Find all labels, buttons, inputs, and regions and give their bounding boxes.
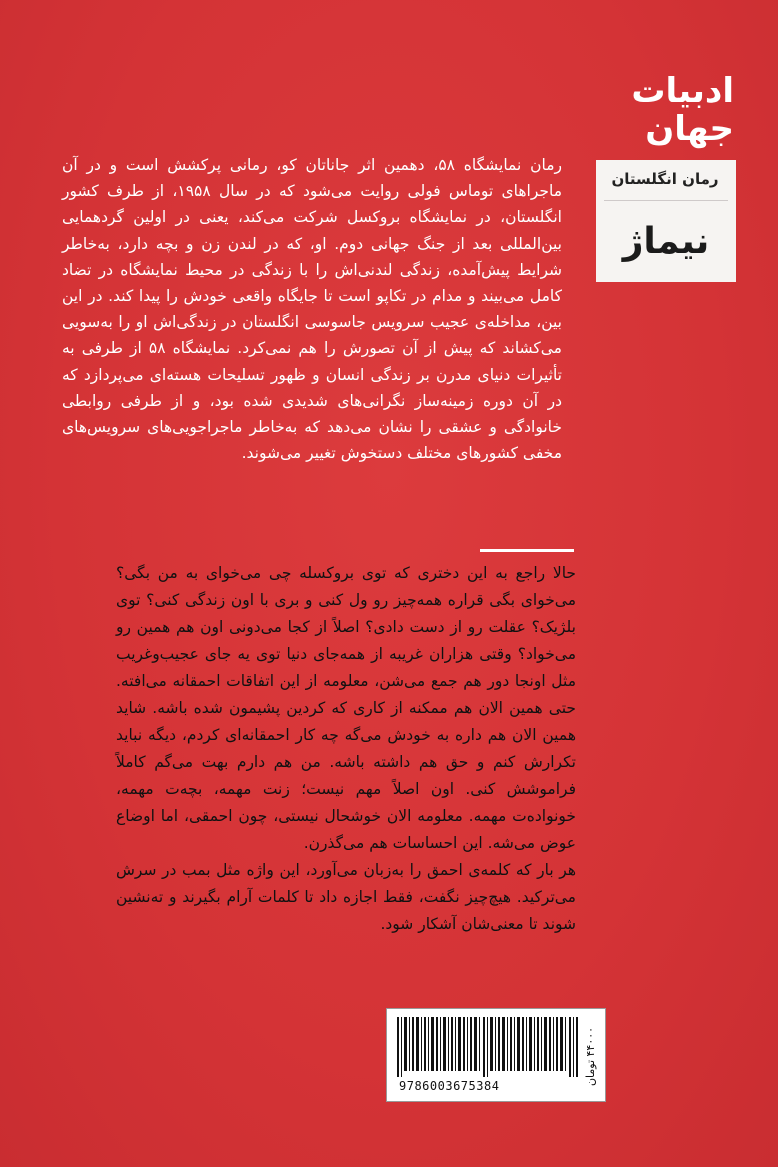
excerpt-paragraph-1: حالا راجع به این دختری که توی بروکسله چی می‌خوای به من بگی؟ می‌خوای بگی قراره همه‌چیز رو ول کنی و بری با اون زندگی کنی؟ توی بلژیک؟ عقلت رو از دست دادی؟ اصلاً از کجا می‌دونی اون هم همین رو می‌خواد؟ وقتی هزاران غریبه از همه‌جای دنیا توی یه جای عجیب‌وغریب مثل اونجا دور هم جمع می‌شن، معلومه از این اتفاقات احمقانه می‌افته. حتی همین الان هم ممکنه از کاری که کردین پشیمون شده باشه. شاید همین الان هم داره به خودش می‌گه چه کار احمقانه‌ای کردم، دیگه نباید تکرارش کنم و حق هم داشته باشه. من هم دارم بهت می‌گم کاملاً فراموشش کنی. اون اصلاً مهم نیست؛ زنت مهمه، بچه‌ت مهمه، خونواده‌ت مهمه. معلومه الان خوشحال نیستی، چون احمقی، اما اوضاع عوض می‌شه. این احساسات هم می‌گذرن. xyxy=(116,564,576,852)
section-divider xyxy=(480,549,574,552)
price-tag xyxy=(581,1017,601,1095)
category-label: رمان انگلستان xyxy=(611,170,719,188)
barcode-icon xyxy=(397,1017,579,1077)
excerpt-paragraph-2: هر بار که کلمه‌ی احمق را به‌زبان می‌آورد، این واژه مثل بمب در سرش می‌ترکید. هیچ‌چیز نگفت، فقط اجازه داد تا کلمات آرام بگیرند و ته‌نشین شوند تا معنی‌شان آشکار شود. xyxy=(116,861,576,933)
isbn-number: 9786003675384 xyxy=(399,1079,500,1093)
series-title-line2: جهان xyxy=(645,109,734,149)
price-text: ۴۴۰۰۰ تومان xyxy=(584,1026,598,1086)
synopsis-text: رمان نمایشگاه ۵۸، دهمین اثر جاناتان کو، رمانی پرکشش است و در آن ماجراهای توماس فولی روایت می‌شود که در سال ۱۹۵۸، از طرف کشور انگلستان، در نمایشگاه بروکسل شرکت می‌کند، یعنی در اولین گردهمایی بین‌المللی بعد از جنگ جهانی دوم. او، که در لندن زن و بچه دارد، به‌خاطر شرایط پیش‌آمده، زندگی لندنی‌اش را با زندگی در محیط نمایشگاه در تضاد کامل می‌بیند و مدام در تکاپو است تا جایگاه واقعی خودش را پیدا کند. در این بین، مداخله‌ی عجیب سرویس جاسوسی انگلستان در زندگی‌اش او را به‌سویی می‌کشاند که پیش از آن تصورش را هم نمی‌کرد. نمایشگاه ۵۸ از طرفی به تأثیرات دنیای مدرن بر زندگی انسان و ظهور تسلیحات هسته‌ای می‌پردازد که در آن دوره زمینه‌ساز نگرانی‌های شدیدی شده بود، و از طرفی روابطی خانوادگی و عشقی را نشان می‌دهد که به‌خاطر ماجراجویی‌های سرویس‌های مخفی کشورهای مختلف دستخوش تغییر می‌شوند. xyxy=(62,156,563,463)
excerpt-text xyxy=(116,560,576,938)
barcode-label xyxy=(386,1008,606,1102)
label-divider xyxy=(604,200,728,201)
publisher-label-box xyxy=(596,160,736,282)
series-title-line1: ادبیات xyxy=(631,71,734,111)
publisher-logo: نیماژ xyxy=(622,220,710,262)
series-title xyxy=(574,72,734,148)
